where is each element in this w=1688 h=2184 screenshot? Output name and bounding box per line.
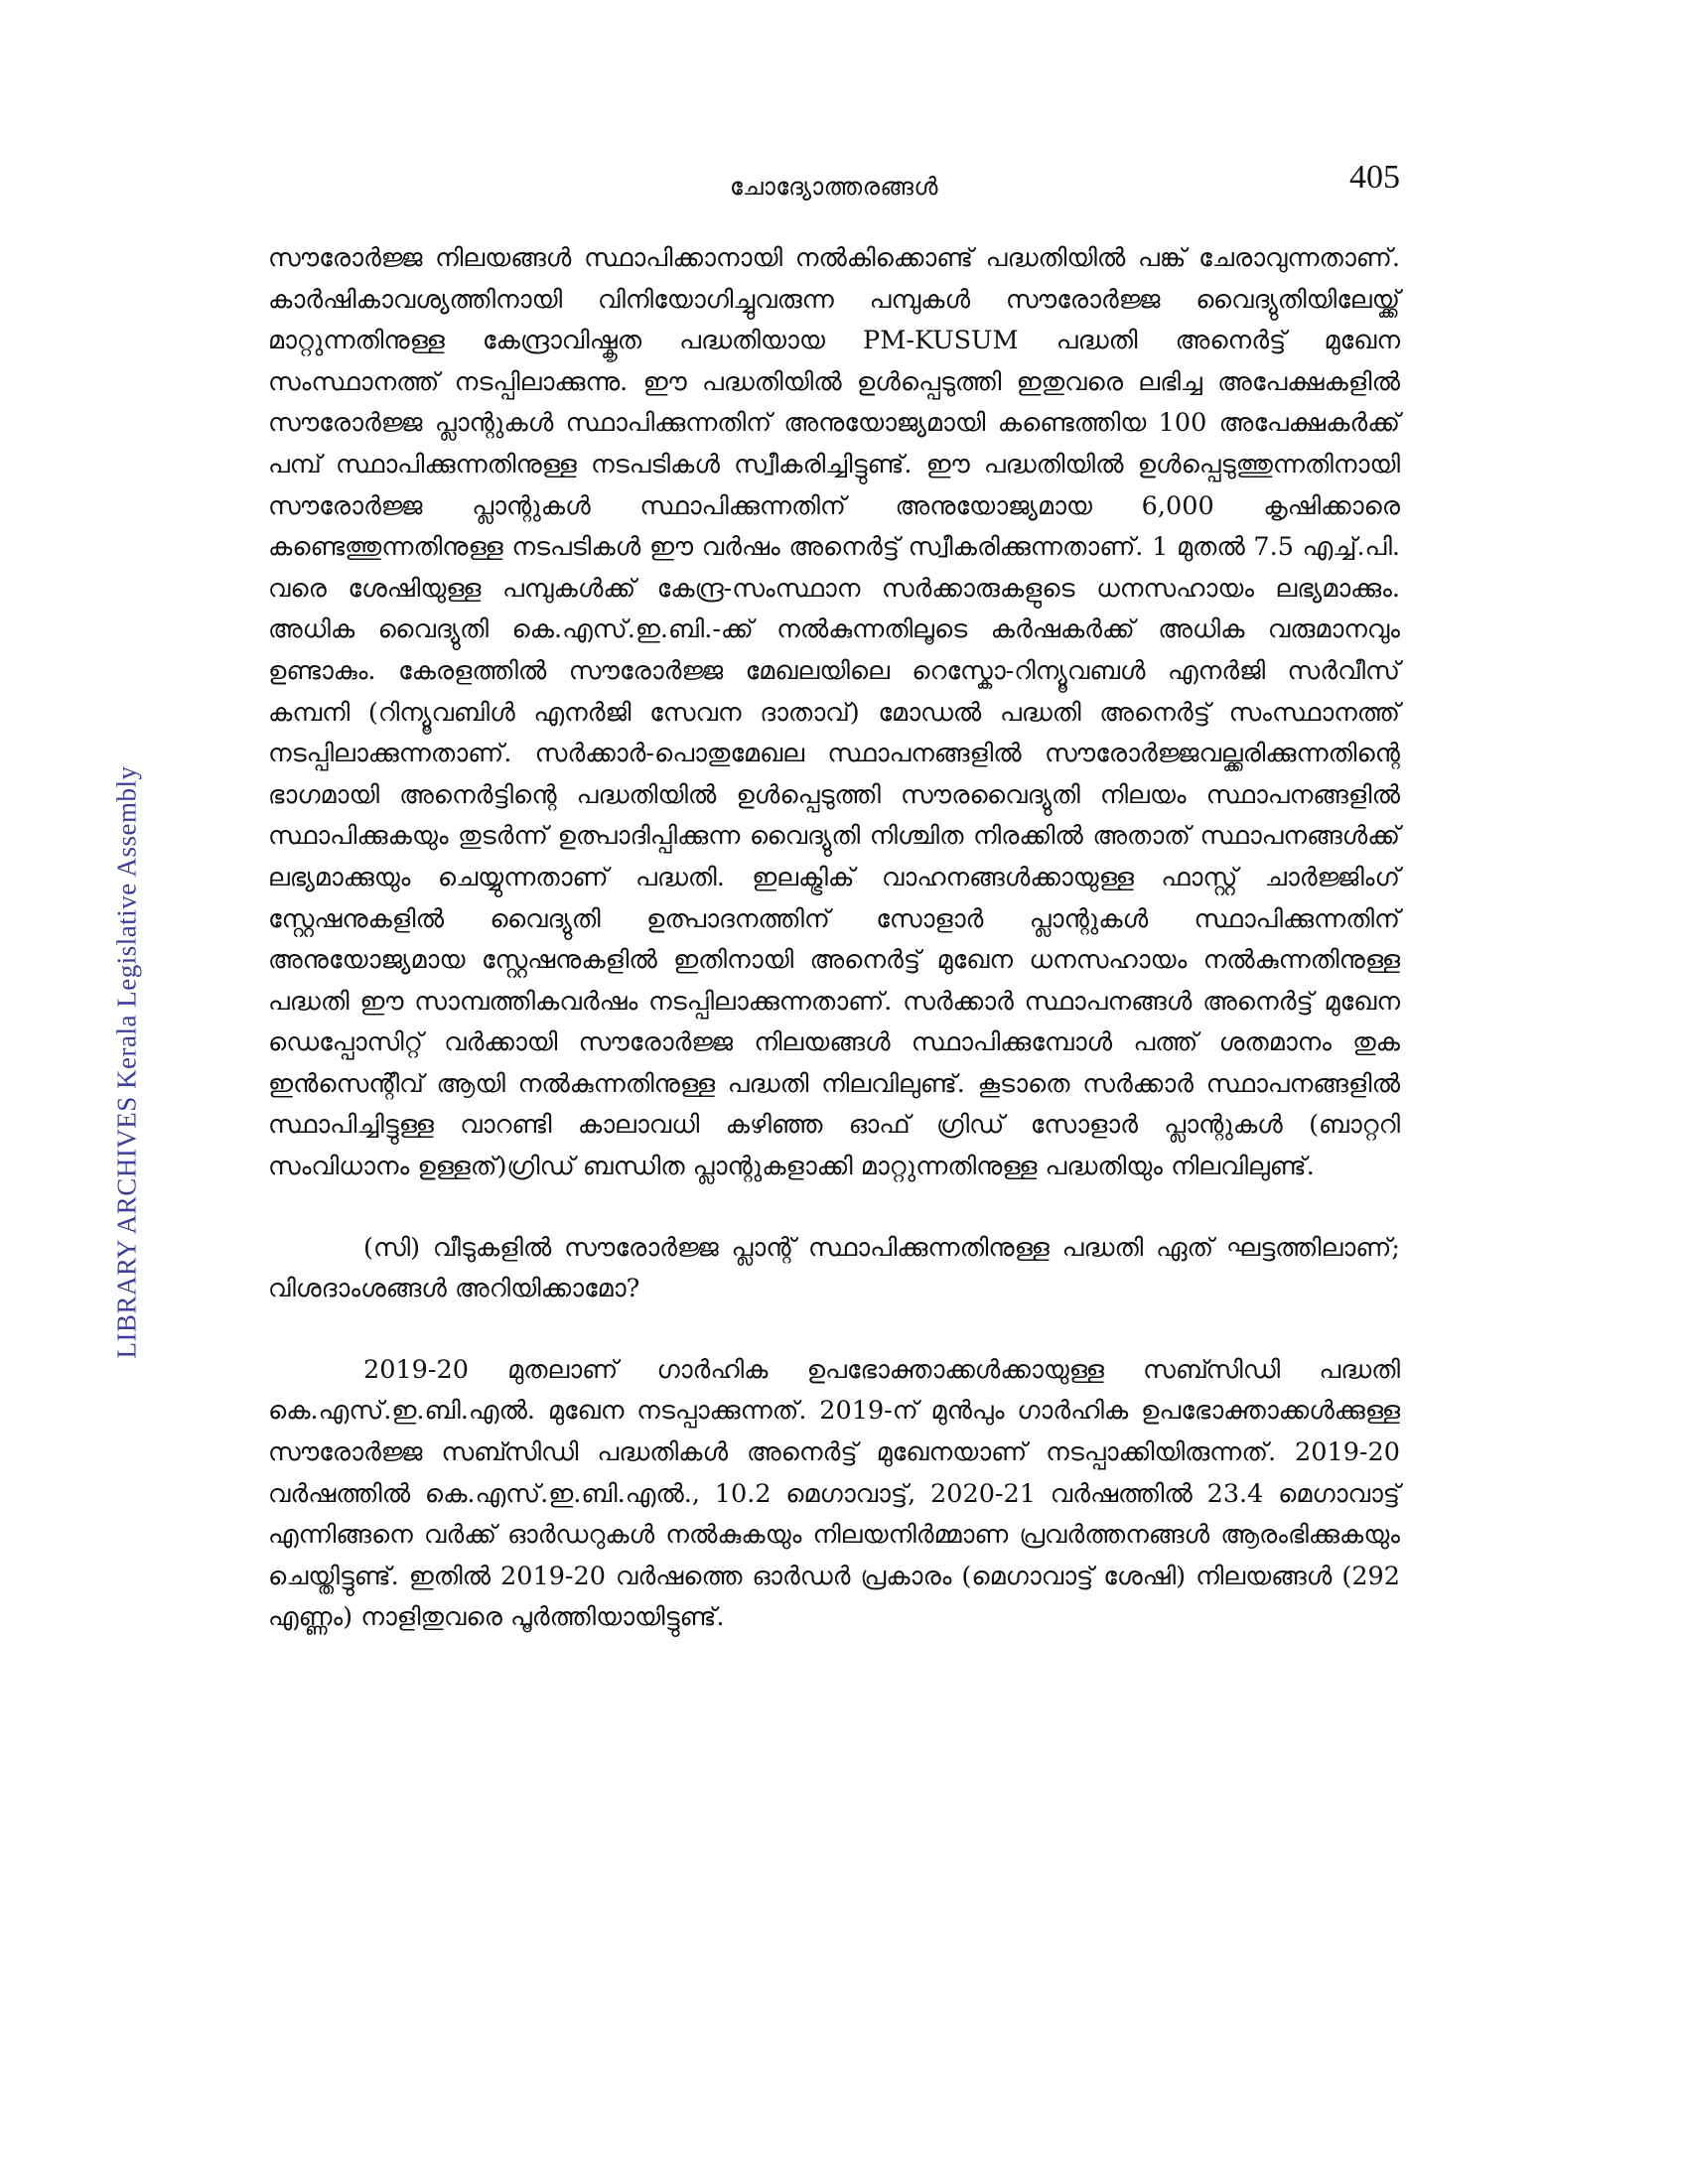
paragraph-answer-b: സൗരോർജ്ജ നിലയങ്ങൾ സ്ഥാപിക്കാനായി നൽകിക്കൊണ്ട് പദ്ധതിയിൽ പങ്ക് ചേരാവുന്നതാണ്. കാർഷികാവശ്യത്തിനായി വിനിയോഗിച്ചുവരുന്ന പമ്പുകൾ സൗരോർജ്ജ വൈദ്യുതിയിലേയ്ക്ക് മാറ്റുന്നതിനുള്ള കേന്ദ്രാവിഷ്കൃത പദ്ധതിയായ PM-KUSUM പദ്ധതി അനെർട്ട് മുഖേന സംസ്ഥാനത്ത് നടപ്പിലാക്കുന്നു. ഈ പദ്ധതിയിൽ ഉൾപ്പെടുത്തി ഇതുവരെ ലഭിച്ച അപേക്ഷകളിൽ സൗരോർജ്ജ പ്ലാന്റുകൾ സ്ഥാപിക്കുന്നതിന് അനുയോജ്യമായി കണ്ടെത്തിയ 100 അപേക്ഷകർക്ക് പമ്പ് സ്ഥാപിക്കുന്നതിനുള്ള നടപടികൾ സ്വീകരിച്ചിട്ടുണ്ട്. ഈ പദ്ധതിയിൽ ഉൾപ്പെടുത്തുന്നതിനായി സൗരോർജ്ജ പ്ലാന്റുകൾ സ്ഥാപിക്കുന്നതിന് അനുയോജ്യമായ 6,000 കൃഷിക്കാരെ കണ്ടെത്തുന്നതിനുള്ള നടപടികൾ ഈ വർഷം അനെർട്ട് സ്വീകരിക്കുന്നതാണ്. 1 മുതൽ 7.5 എച്ച്.പി. വരെ ശേഷിയുള്ള പമ്പുകൾക്ക് കേന്ദ്ര-സംസ്ഥാന സർക്കാരുകളുടെ ധനസഹായം ലഭ്യമാക്കും. അധിക വൈദ്യുതി കെ.എസ്.ഇ.ബി.-ക്ക് നൽകുന്നതിലൂടെ കർഷകർക്ക് അധിക വരുമാനവും ഉണ്ടാകും. കേരളത്തിൽ സൗരോർജ്ജ മേഖലയിലെ റെസ്കോ-റിന്യൂവബൾ എനർജി സർവീസ് കമ്പനി (റിന്യൂവബിൾ എനർജി സേവന ദാതാവ്) മോഡൽ പദ്ധതി അനെർട്ട് സംസ്ഥാനത്ത് നടപ്പിലാക്കുന്നതാണ്. സർക്കാർ-പൊതുമേഖല സ്ഥാപനങ്ങളിൽ സൗരോർജ്ജവല്ക്കരിക്കുന്നതിന്റെ ഭാഗമായി അനെർട്ടിന്റെ പദ്ധതിയിൽ ഉൾപ്പെടുത്തി സൗരവൈദ്യുതി നിലയം സ്ഥാപനങ്ങളിൽ സ്ഥാപിക്കുകയും തുടർന്ന് ഉത്പാദിപ്പിക്കുന്ന വൈദ്യുതി നിശ്ചിത നിരക്കിൽ അതാത് സ്ഥാപനങ്ങൾക്ക് ലഭ്യമാക്കുയും ചെയ്യുന്നതാണ് പദ്ധതി. ഇലക്ട്രിക് വാഹനങ്ങൾക്കായുള്ള ഫാസ്റ്റ് ചാർജ്ജിംഗ് സ്റ്റേഷനുകളിൽ വൈദ്യുതി ഉത്പാദനത്തിന് സോളാർ പ്ലാന്റുകൾ സ്ഥാപിക്കുന്നതിന് അനുയോജ്യമായ സ്റ്റേഷനുകളിൽ ഇതിനായി അനെർട്ട് മുഖേന ധനസഹായം നൽകുന്നതിനുള്ള പദ്ധതി ഈ സാമ്പത്തികവർഷം നടപ്പിലാക്കുന്നതാണ്. സർക്കാർ സ്ഥാപനങ്ങൾ അനെർട്ട് മുഖേന ഡെപ്പോസിറ്റ് വർക്കായി സൗരോർജ്ജ നിലയങ്ങൾ സ്ഥാപിക്കുമ്പോൾ പത്ത് ശതമാനം തുക ഇൻസെന്റീവ് ആയി നൽകുന്നതിനുള്ള പദ്ധതി നിലവിലുണ്ട്. കൂടാതെ സർക്കാർ സ്ഥാപനങ്ങളിൽ സ്ഥാപിച്ചിട്ടുള്ള വാറണ്ടി കാലാവധി കഴിഞ്ഞ ഓഫ് ഗ്രിഡ് സോളാർ പ്ലാന്റുകൾ (ബാറ്ററി സംവിധാനം ഉള്ളത്)ഗ്രിഡ് ബന്ധിത പ്ലാന്റുകളാക്കി മാറ്റുന്നതിനുള്ള പദ്ധതിയും നിലവിലുണ്ട്. bbox=[268, 243, 1400, 1182]
page-number: 405 bbox=[1349, 159, 1400, 196]
running-title: ചോദ്യോത്തരങ്ങൾ bbox=[730, 173, 938, 201]
paragraph-gap bbox=[268, 1188, 1400, 1228]
page-header bbox=[268, 159, 1400, 208]
paragraph-question-c: (സി) വീടുകളിൽ സൗരോർജ്ജ പ്ലാന്റ് സ്ഥാപിക്കുന്നതിനുള്ള പദ്ധതി ഏത് ഘട്ടത്തിലാണ്; വിശദാംശങ്ങൾ അറിയിക്കാമോ? bbox=[268, 1232, 1400, 1304]
paragraph-gap bbox=[268, 1310, 1400, 1350]
paragraph-answer-c: 2019-20 മുതലാണ് ഗാർഹിക ഉപഭോക്താക്കൾക്കായുള്ള സബ്സിഡി പദ്ധതി കെ.എസ്.ഇ.ബി.എൽ. മുഖേന നടപ്പാക്കുന്നത്. 2019-ന് മുൻപും ഗാർഹിക ഉപഭോക്താക്കൾക്കുള്ള സൗരോർജ്ജ സബ്സിഡി പദ്ധതികൾ അനെർട്ട് മുഖേനയാണ് നടപ്പാക്കിയിരുന്നത്. 2019-20 വർഷത്തിൽ കെ.എസ്.ഇ.ബി.എൽ., 10.2 മെഗാവാട്ട്, 2020-21 വർഷത്തിൽ 23.4 മെഗാവാട്ട് എന്നിങ്ങനെ വർക്ക് ഓർഡറുകൾ നൽകുകയും നിലയനിർമ്മാണ പ്രവർത്തനങ്ങൾ ആരംഭിക്കുകയും ചെയ്തിട്ടുണ്ട്. ഇതിൽ 2019-20 വർഷത്തെ ഓർഡർ പ്രകാരം (മെഗാവാട്ട് ശേഷി) നിലയങ്ങൾ (292 എണ്ണം) നാളിതുവരെ പൂർത്തിയായിട്ടുണ്ട്. bbox=[268, 1354, 1400, 1633]
body-text bbox=[268, 238, 1400, 1639]
archive-watermark: LIBRARY ARCHIVES Kerala Legislative Assembly bbox=[111, 765, 142, 1359]
